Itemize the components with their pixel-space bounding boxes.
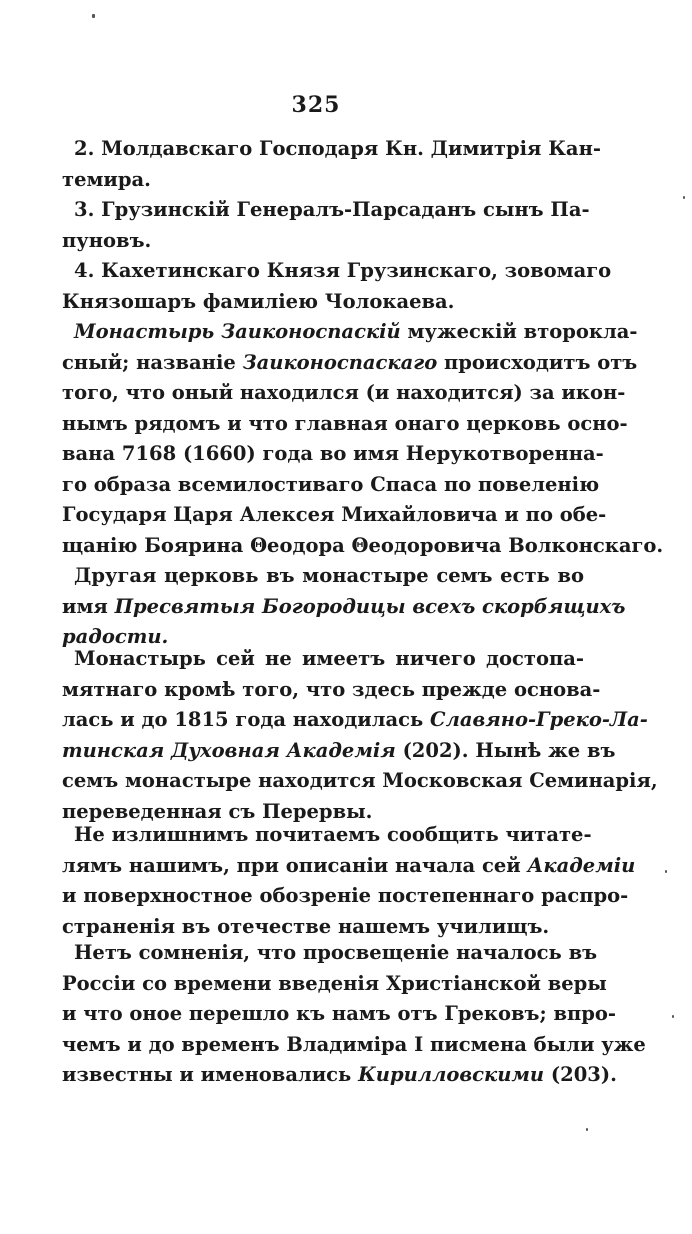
print-speck — [683, 196, 685, 199]
text-line: нымъ рядомъ и что главная онаго церковь осно- — [62, 411, 628, 435]
script-name: Кирилловскими — [358, 1063, 545, 1086]
text-line: Монастырь Заиконоспаскій мужескій второкла- — [74, 320, 638, 343]
text-line: Нетъ сомненія, что просвещеніе началось въ — [74, 941, 598, 964]
text-line: темира. — [62, 167, 151, 191]
page-number: 325 — [291, 92, 341, 118]
text-line: Не излишнимъ почитаемъ сообщить читате- — [74, 823, 592, 846]
text-line: Монастырь сей не имеетъ ничего достопа- — [74, 647, 584, 670]
paragraph — [62, 134, 601, 195]
paragraph — [62, 256, 612, 317]
text-line: тинская Духовная Академія (202). Нынѣ же въ — [62, 738, 616, 762]
text-line: Князошаръ фамиліею Чолокаева. — [62, 289, 455, 313]
text-line: семъ монастыре находится Московская Семинарія, — [62, 769, 658, 792]
print-speck — [92, 14, 95, 18]
text-line: вана 7168 (1660) года во имя Нерукотворенна- — [62, 442, 604, 465]
text-line: страненія въ отечестве нашемъ училищъ. — [62, 914, 550, 938]
text-line: пуновъ. — [62, 228, 152, 252]
church-dedication: радости. — [62, 625, 169, 648]
academy-name: тинская Духовная Академія — [62, 738, 396, 762]
monastery-name: Заиконоспаскаго — [242, 350, 438, 374]
text-line: переведенная съ Перервы. — [62, 799, 373, 823]
text-line: Россіи со времени введенія Христіанской веры — [62, 971, 607, 995]
text-line: 4. Кахетинскаго Князя Грузинскаго, зовомаго — [74, 259, 612, 282]
text-line: чемъ и до временъ Владиміра I писмена были уже — [62, 1032, 646, 1056]
print-speck — [665, 870, 667, 873]
text-line: 2. Молдавскаго Господаря Кн. Димитрія Кан- — [74, 137, 601, 160]
text-line: и поверхностное обозреніе постепеннаго распро- — [62, 884, 629, 907]
paragraph — [62, 644, 658, 827]
text-line: лась и до 1815 года находилась Славяно-Греко-Ла- — [62, 708, 648, 731]
paragraph — [62, 317, 664, 561]
text-line: щанію Боярина Θеодора Θеодоровича Волконскаго. — [62, 533, 664, 557]
print-speck — [672, 1015, 674, 1018]
paragraph — [62, 561, 626, 653]
text-line: известны и именовались Кирилловскими (203). — [62, 1063, 617, 1086]
text-line: Другая церковь въ монастыре семъ есть во — [74, 564, 584, 587]
text-line: 3. Грузинскій Генералъ-Парсаданъ сынъ Па- — [74, 198, 590, 221]
text-line: сный; названіе Заиконоспаскаго происходитъ отъ — [62, 350, 638, 374]
text-line: го образа всемилостиваго Спаса по повеленію — [62, 472, 600, 496]
text-line: того, что оный находился (и находится) за икон- — [62, 381, 626, 404]
monastery-name: Монастырь Заиконоспаскій — [74, 320, 401, 343]
text-line: Государя Царя Алексея Михайловича и по обе- — [62, 503, 607, 526]
body-text — [62, 134, 664, 1104]
academy-name: Академіи — [527, 853, 636, 877]
text-line: и что оное перешло къ намъ отъ Грековъ; впро- — [62, 1002, 617, 1025]
paragraph — [62, 820, 636, 942]
text-line: лямъ нашимъ, при описаніи начала сей Академіи — [62, 853, 636, 877]
text-line: имя Пресвятыя Богородицы всехъ скорбящихъ — [62, 594, 626, 618]
academy-name: Славяно-Греко-Ла- — [430, 708, 648, 731]
text-line: мятнаго кромѣ того, что здесь прежде основа- — [62, 677, 601, 701]
paragraph — [62, 195, 590, 256]
church-dedication: Пресвятыя Богородицы всехъ скорбящихъ — [114, 594, 626, 618]
print-speck — [586, 1128, 588, 1131]
paragraph — [62, 938, 646, 1091]
